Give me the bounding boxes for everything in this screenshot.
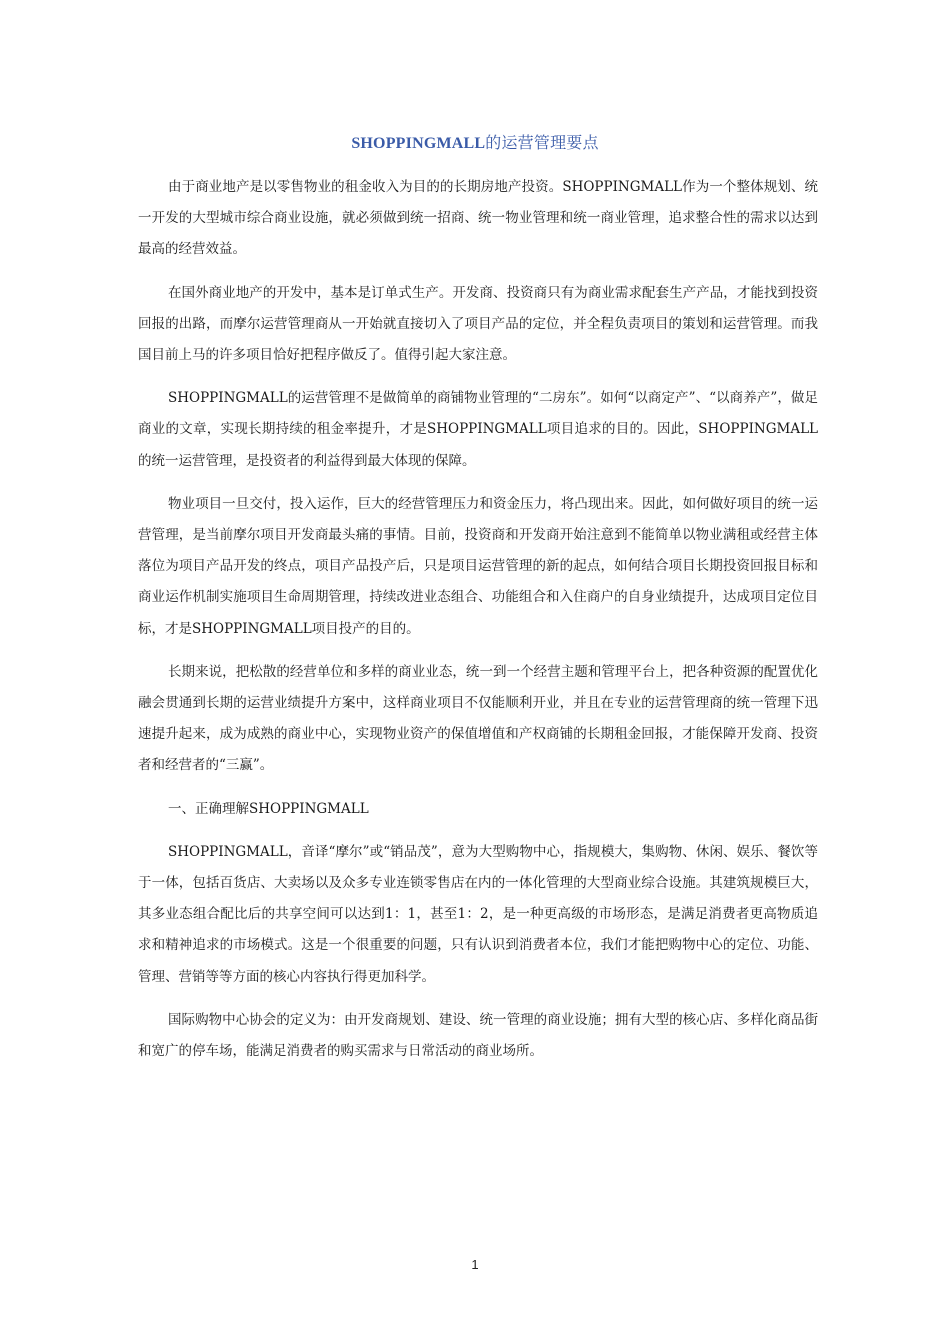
document-title bbox=[0, 130, 950, 153]
document-title-cjk: 的运营管理要点 bbox=[485, 133, 599, 152]
paragraph-project-delivery: 物业项目一旦交付，投入运作，巨大的经营管理压力和资金压力，将凸现出来。因此，如何做好项目的统一运营管理，是当前摩尔项目开发商最头痛的事情。目前，投资商和开发商开始注意到不能简单以物业满租或经营主体落位为项目产品开发的终点，项目产品投产后，只是项目运营管理的新的起点，如何结合项目长期投资回报目标和商业运作机制实施项目生命周期管理，持续改进业态组合、功能组合和入住商户的自身业绩提升，达成项目定位目标，才是SHOPPINGMALL项目投产的目的。 bbox=[138, 495, 818, 637]
page-number: 1 bbox=[471, 1257, 479, 1272]
paragraph-icsc-definition: 国际购物中心协会的定义为：由开发商规划、建设、统一管理的商业设施；拥有大型的核心店、多样化商品街和宽广的停车场，能满足消费者的购买需求与日常活动的商业场所。 bbox=[138, 1011, 818, 1060]
section-heading-understanding: 一、正确理解SHOPPINGMALL bbox=[168, 800, 369, 817]
document-title-latin: SHOPPINGMALL bbox=[351, 135, 486, 152]
paragraph-operation-management: SHOPPINGMALL的运营管理不是做简单的商铺物业管理的“二房东”。如何“以商定产”、“以商养产”，做足商业的文章，实现长期持续的租金率提升，才是SHOPPINGMALL项目追求的目的。因此，SHOPPINGMALL的统一运营管理，是投资者的利益得到最大体现的保障。 bbox=[138, 390, 818, 469]
paragraph-foreign-development: 在国外商业地产的开发中，基本是订单式生产。开发商、投资商只有为商业需求配套生产产品，才能找到投资回报的出路，而摩尔运营管理商从一开始就直接切入了项目产品的定位，并全程负责项目的策划和运营管理。而我国目前上马的许多项目恰好把程序做反了。值得引起大家注意。 bbox=[138, 284, 818, 364]
paragraph-intro: 由于商业地产是以零售物业的租金收入为目的的长期房地产投资。SHOPPINGMALL作为一个整体规划、统一开发的大型城市综合商业设施，就必须做到统一招商、统一物业管理和统一商业管理，追求整合性的需求以达到最高的经营效益。 bbox=[138, 179, 818, 258]
paragraph-long-term: 长期来说，把松散的经营单位和多样的商业业态，统一到一个经营主题和管理平台上，把各种资源的配置优化融会贯通到长期的运营业绩提升方案中，这样商业项目不仅能顺利开业，并且在专业的运营管理商的统一管理下迅速提升起来，成为成熟的商业中心，实现物业资产的保值增值和产权商铺的长期租金回报，才能保障开发商、投资者和经营者的“三赢”。 bbox=[138, 663, 818, 774]
document-body bbox=[138, 172, 818, 1079]
paragraph-definition: SHOPPINGMALL，音译“摩尔”或“销品茂”，意为大型购物中心，指规模大，集购物、休闲、娱乐、餐饮等于一体，包括百货店、大卖场以及众多专业连锁零售店在内的一体化管理的大型商业综合设施。其建筑规模巨大，其多业态组合配比后的共享空间可以达到1：1，甚至1：2，是一种更高级的市场形态，是满足消费者更高物质追求和精神追求的市场模式。这是一个很重要的问题，只有认识到消费者本位，我们才能把购物中心的定位、功能、管理、营销等等方面的核心内容执行得更加科学。 bbox=[138, 843, 818, 985]
